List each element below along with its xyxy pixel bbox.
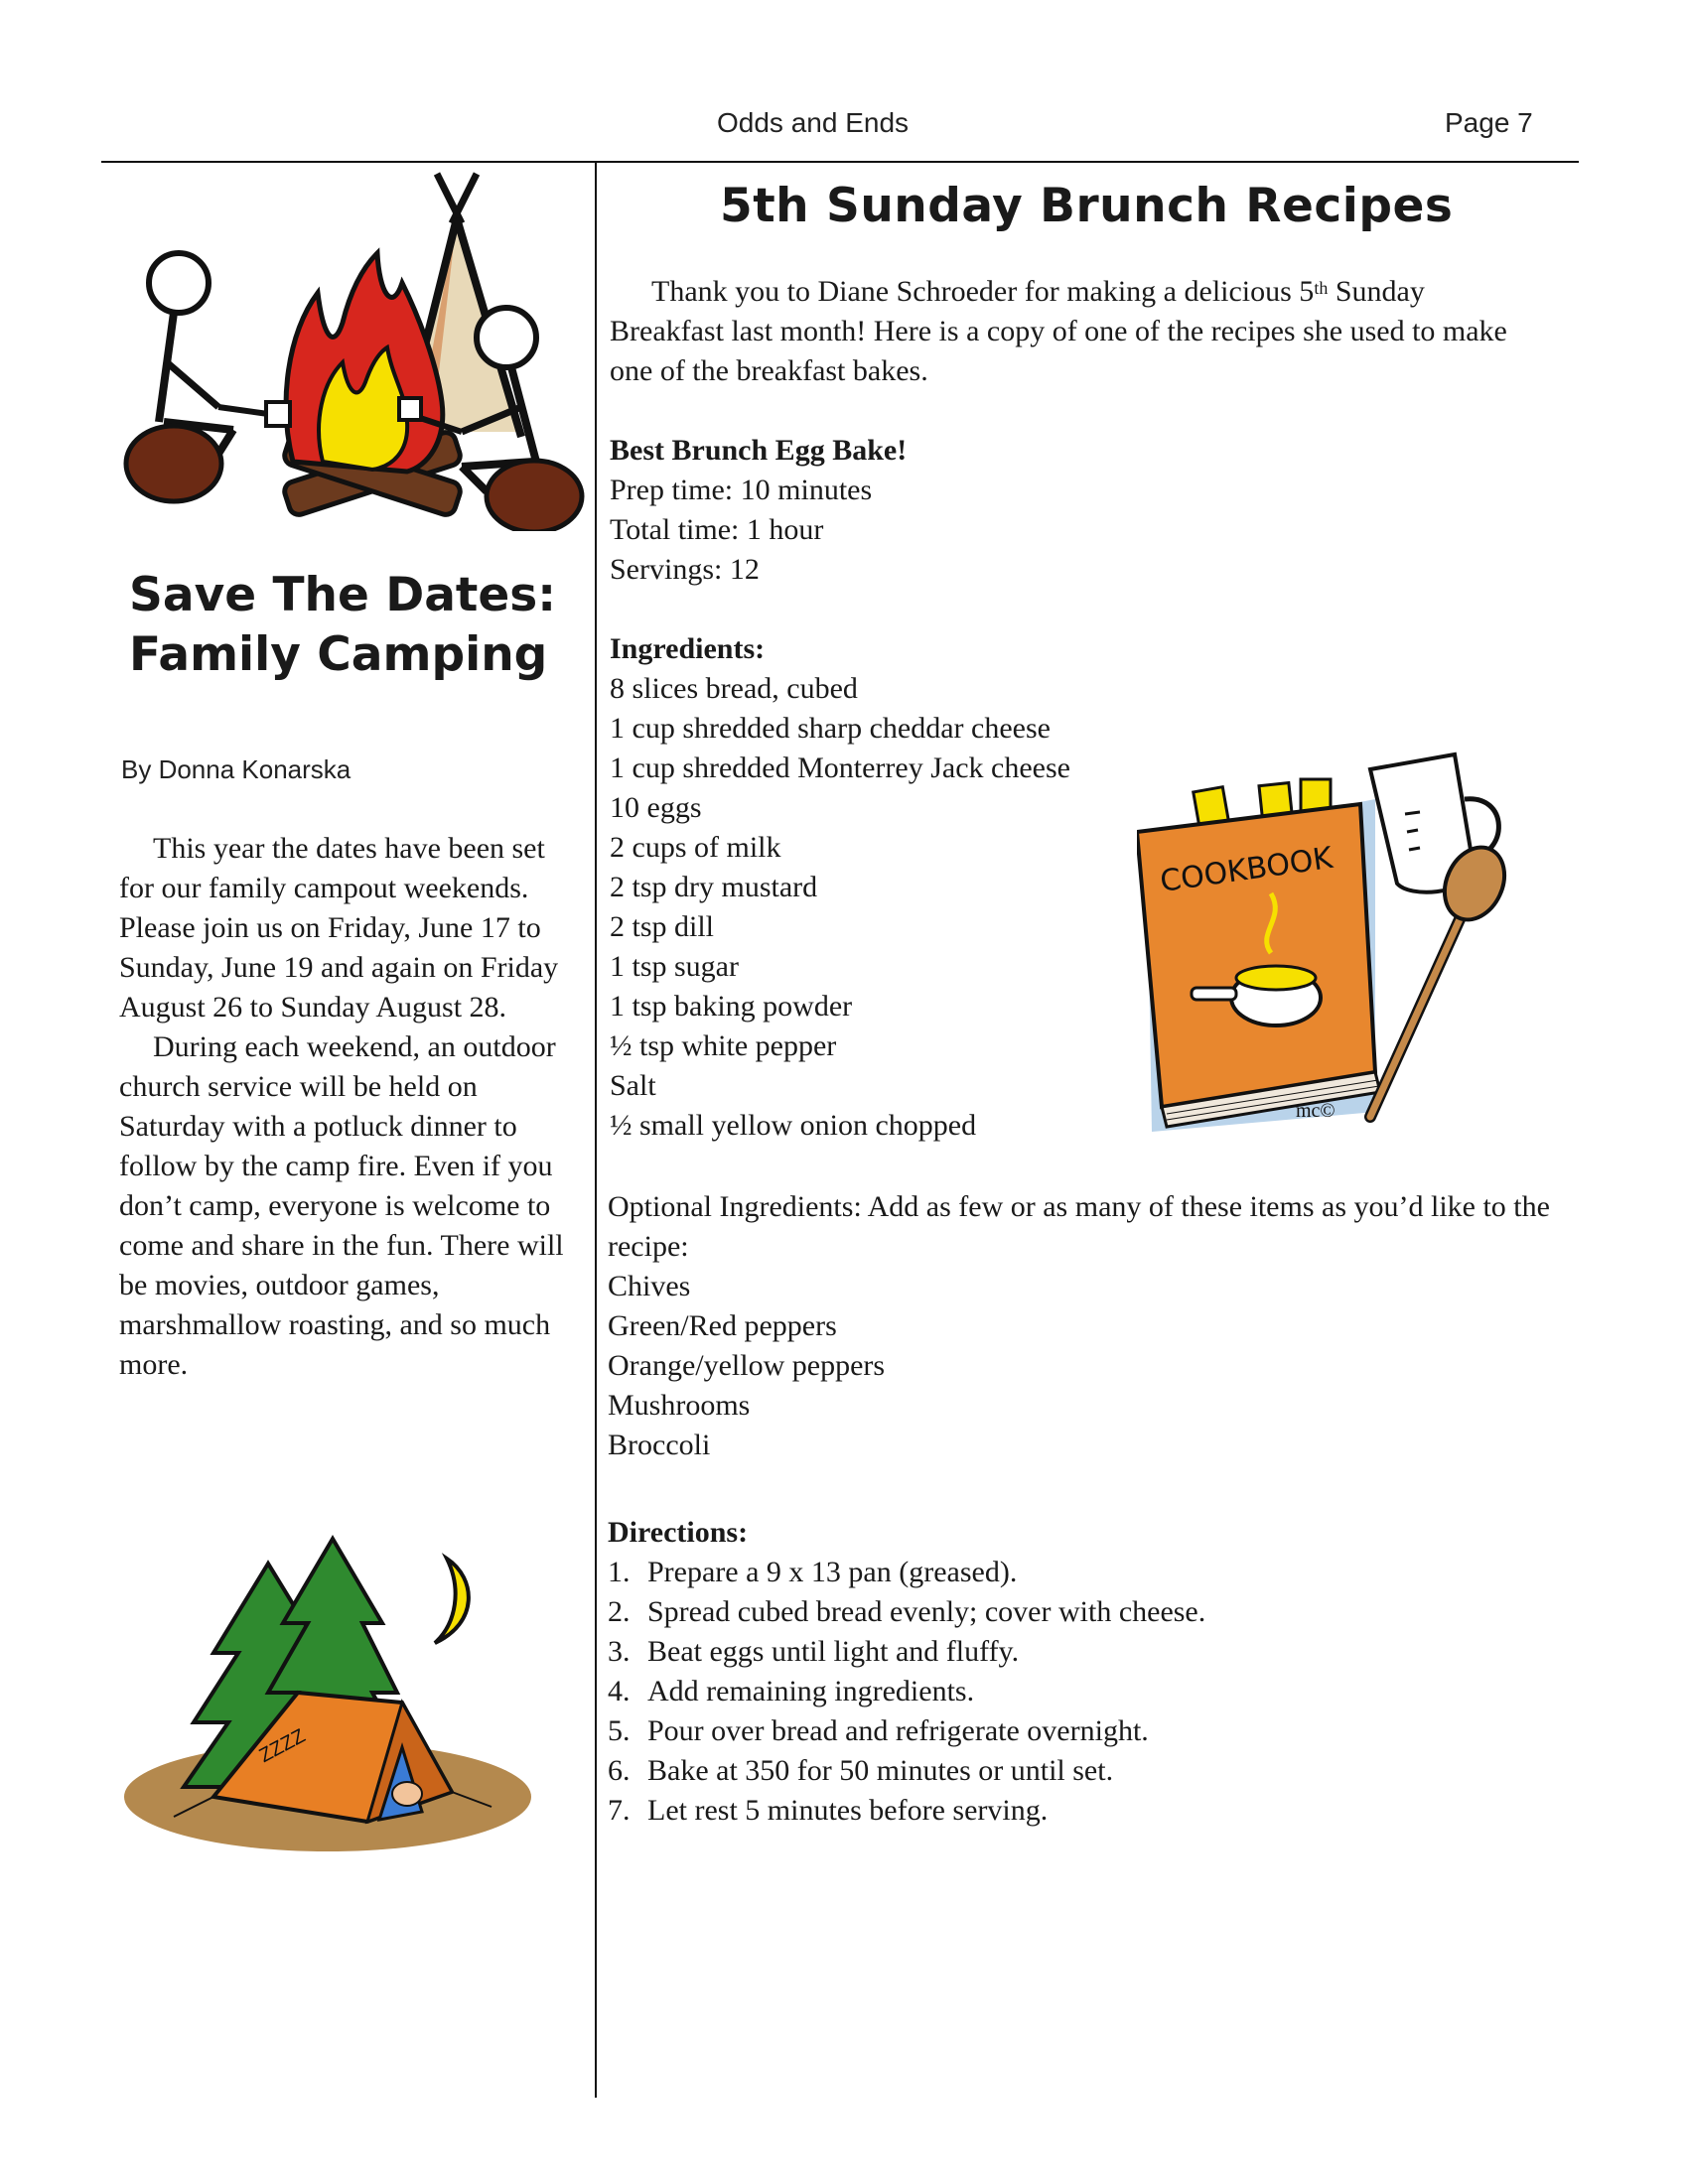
cookbook-illustration: [1137, 745, 1524, 1132]
list-item: 8 slices bread, cubed: [610, 672, 858, 705]
intro-text-start: Thank you to Diane Schroeder for making a delicious 5: [651, 275, 1315, 308]
list-item: ½ tsp white pepper: [610, 1029, 837, 1062]
list-item: 10 eggs: [610, 791, 702, 824]
intro-ordinal-suffix: th: [1314, 278, 1329, 298]
list-item: [608, 1791, 1205, 1831]
list-item: Orange/yellow peppers: [608, 1349, 886, 1382]
title-line-1: Save The Dates:: [129, 568, 557, 622]
optional-intro: Optional Ingredients: Add as few or as many of these items as you’d like to the recipe:: [608, 1190, 1550, 1263]
step-number: 5.: [608, 1714, 631, 1747]
byline: By Donna Konarska: [121, 754, 352, 784]
list-item: 1 cup shredded sharp cheddar cheese: [610, 712, 1051, 745]
step-text: Bake at 350 for 50 minutes or until set.: [647, 1754, 1114, 1787]
list-item: Green/Red peppers: [608, 1309, 837, 1342]
title-line-2: Family Camping: [129, 627, 548, 682]
directions-heading: Directions:: [608, 1516, 749, 1549]
recipe-name: Best Brunch Egg Bake!: [610, 434, 908, 467]
artist-signature: mc©: [1296, 1100, 1336, 1122]
list-item: ½ small yellow onion chopped: [610, 1109, 977, 1142]
directions-list: [608, 1513, 1205, 1831]
step-text: Beat eggs until light and fluffy.: [647, 1635, 1020, 1668]
ingredients-heading: Ingredients:: [610, 632, 766, 665]
campfire-illustration: [119, 164, 586, 531]
camping-paragraph-1: This year the dates have been set for our family campout weekends. Please join us on Friday, June 17 to Sunday, June 19 and again on Friday August 26 to Sunday August 28.: [119, 832, 559, 1024]
list-item: [608, 1553, 1205, 1592]
list-item: 2 tsp dry mustard: [610, 871, 818, 903]
optional-ingredients: [608, 1187, 1551, 1465]
list-item: Chives: [608, 1270, 691, 1302]
step-number: 4.: [608, 1675, 631, 1707]
step-text: Add remaining ingredients.: [647, 1675, 975, 1707]
step-number: 7.: [608, 1794, 631, 1827]
list-item: 1 tsp sugar: [610, 950, 739, 983]
list-item: 2 cups of milk: [610, 831, 781, 864]
article-title-recipes: 5th Sunday Brunch Recipes: [720, 179, 1454, 233]
step-number: 2.: [608, 1595, 631, 1628]
servings: Servings: 12: [610, 553, 760, 586]
header-rule: [101, 161, 1579, 163]
intro-text-end: Sunday Breakfast last month! Here is a copy of one of the recipes she used to make one of the breakfast bakes.: [610, 275, 1507, 387]
list-item: [608, 1632, 1205, 1672]
step-number: 1.: [608, 1556, 631, 1588]
list-item: Mushrooms: [608, 1389, 751, 1422]
list-item: Broccoli: [608, 1429, 711, 1461]
step-text: Let rest 5 minutes before serving.: [647, 1794, 1049, 1827]
prep-time: Prep time: 10 minutes: [610, 474, 873, 506]
section-title: Odds and Ends: [717, 107, 910, 138]
list-item: [608, 1751, 1205, 1791]
camping-paragraph-2: During each weekend, an outdoor church service will be held on Saturday with a potluck dinner to follow by the camp fire. Even if you don’t camp, everyone is welcome to come and share in the fun. There will be movies, outdoor games, marshmallow roasting, and so much more.: [119, 1030, 564, 1381]
page-number: Page 7: [1445, 107, 1533, 138]
step-number: 3.: [608, 1635, 631, 1668]
step-number: 6.: [608, 1754, 631, 1787]
recipe-intro-paragraph: [610, 272, 1543, 391]
recipe-intro: [610, 272, 1543, 391]
sleep-zzz-text: ZZZZ: [255, 1724, 310, 1767]
column-divider: [595, 162, 597, 2098]
list-item: [608, 1711, 1205, 1751]
cookbook-label: COOKBOOK: [1158, 840, 1336, 899]
tent-illustration: [119, 1534, 576, 1861]
ingredients-list: [610, 629, 1070, 1146]
step-text: Spread cubed bread evenly; cover with cheese.: [647, 1595, 1206, 1628]
list-item: [608, 1592, 1205, 1632]
moon-icon: [435, 1559, 469, 1643]
list-item: 1 cup shredded Monterrey Jack cheese: [610, 751, 1070, 784]
camping-article-body: [119, 829, 586, 1385]
list-item: Salt: [610, 1069, 656, 1102]
step-text: Prepare a 9 x 13 pan (greased).: [647, 1556, 1018, 1588]
list-item: 1 tsp baking powder: [610, 990, 853, 1023]
total-time: Total time: 1 hour: [610, 513, 824, 546]
step-text: Pour over bread and refrigerate overnight.: [647, 1714, 1149, 1747]
recipe-meta: [610, 431, 907, 590]
article-title-camping: [129, 566, 596, 685]
list-item: 2 tsp dill: [610, 910, 715, 943]
list-item: [608, 1672, 1205, 1711]
